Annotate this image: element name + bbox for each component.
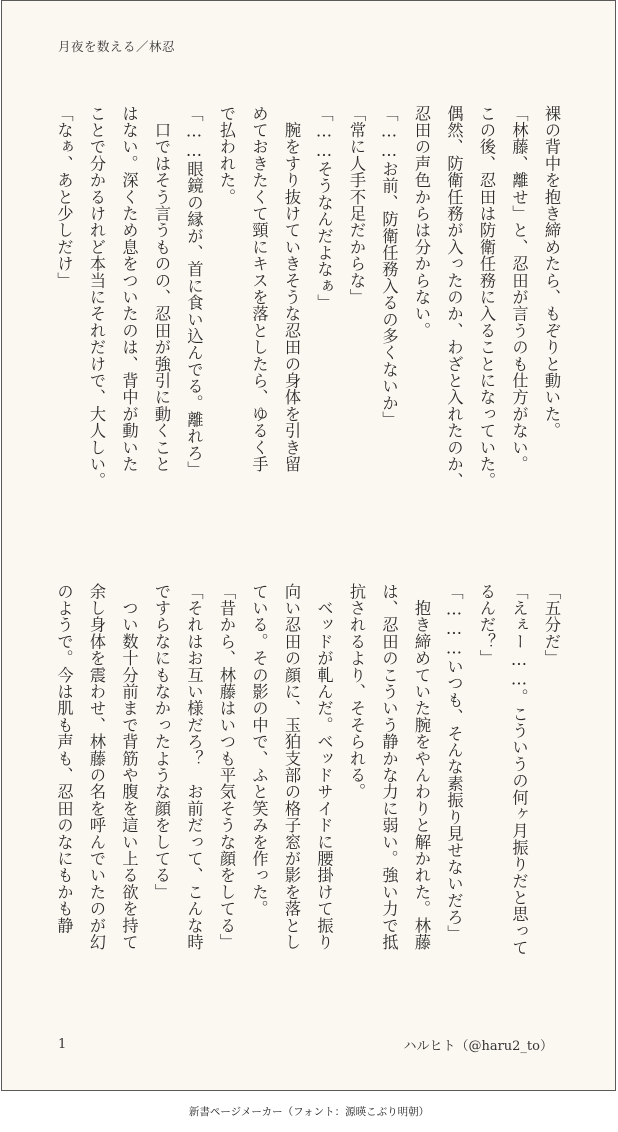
text-line: 「……そうなんだよなぁ」 — [314, 105, 334, 311]
text-line: 「常に人手不足だからな」 — [347, 105, 366, 306]
page-header-title: 月夜を数える／林忍 — [58, 39, 176, 54]
text-line: 「それはお互い様だろ？ お前だって、こんな時 — [184, 583, 204, 951]
text-line: 腕をすり抜けていきそうな忍田の身体を引き留 — [282, 105, 301, 473]
body-text-upper-block — [55, 105, 567, 575]
text-line: つい数十分前まで背筋や腹を這い上る欲を持て — [119, 583, 139, 951]
text-line: で払われた。 — [217, 105, 236, 206]
text-line: この後、忍田は防衛任務に入ることになっていた。 — [477, 105, 496, 490]
text-line: はない。深くため息をついたのは、背中が動いた — [119, 105, 139, 473]
text-line: は、忍田のこういう静かな力に弱い。強い力で抵 — [379, 583, 399, 951]
text-line: 「……お前、防衛任務入るの多くないか」 — [379, 105, 399, 428]
generator-credit: 新書ページメーカー（フォント：源暎こぶり明朝） — [188, 1106, 430, 1118]
text-line: 口ではそう言うものの、忍田が強引に動くこと — [152, 105, 171, 473]
text-line: のようで。今は肌も声も、忍田のなにもかも静 — [55, 583, 74, 934]
text-line: 向い忍田の顔に、玉狛支部の格子窓が影を落とし — [282, 583, 301, 951]
text-line: 「昔から、林藤はいつも平気そうな顔をしてる」 — [217, 583, 236, 951]
text-line: 「………いつも、そんな素振り見せないだろ」 — [444, 583, 464, 943]
text-line: 「なぁ、あと少しだけ」 — [55, 105, 74, 289]
text-line: 裸の背中を抱き締めたら、もぞりと動いた。 — [542, 105, 561, 439]
text-line: 抱き締めていた腕をやんわりと解かれた。林藤 — [412, 583, 431, 951]
text-line: ている。その影の中で、ふと笑みを作った。 — [249, 583, 269, 917]
text-line: るんだ？」 — [477, 583, 496, 667]
book-page — [1, 0, 616, 1091]
text-line: 偶然、防衛任務が入ったのか、わざと入れたのか、 — [444, 105, 464, 490]
page-number: 1 — [58, 1037, 67, 1052]
text-line: 「林藤、離せ」と、忍田が言うのも仕方がない。 — [509, 105, 529, 473]
text-line: 「五分だ」 — [542, 583, 561, 667]
text-line: ですらなにもなかったような顔をしてる」 — [152, 583, 171, 901]
body-text-lower-block — [55, 583, 567, 1001]
text-line: ことで分かるけれど本当にそれだけで、大人しい。 — [87, 105, 106, 490]
text-line: 忍田の声色からは分からない。 — [412, 105, 431, 339]
author-credit: ハルヒト（@haru2_to） — [403, 1039, 553, 1054]
text-line: 抗されるより、そそられる。 — [347, 583, 366, 801]
text-line: 「……眼鏡の縁が、首に食い込んでる。離れろ」 — [184, 105, 204, 478]
text-line: めておきたくて頸にキスを落としたら、ゆるく手 — [249, 105, 269, 473]
text-line: ベッドが軋んだ。ベッドサイドに腰掛けて振り — [314, 583, 334, 951]
text-line: 「えぇー……。こういうの何ヶ月振りだと思って — [509, 583, 529, 956]
text-line: 余し身体を震わせ、林藤の名を呼んでいたのが幻 — [87, 583, 106, 951]
